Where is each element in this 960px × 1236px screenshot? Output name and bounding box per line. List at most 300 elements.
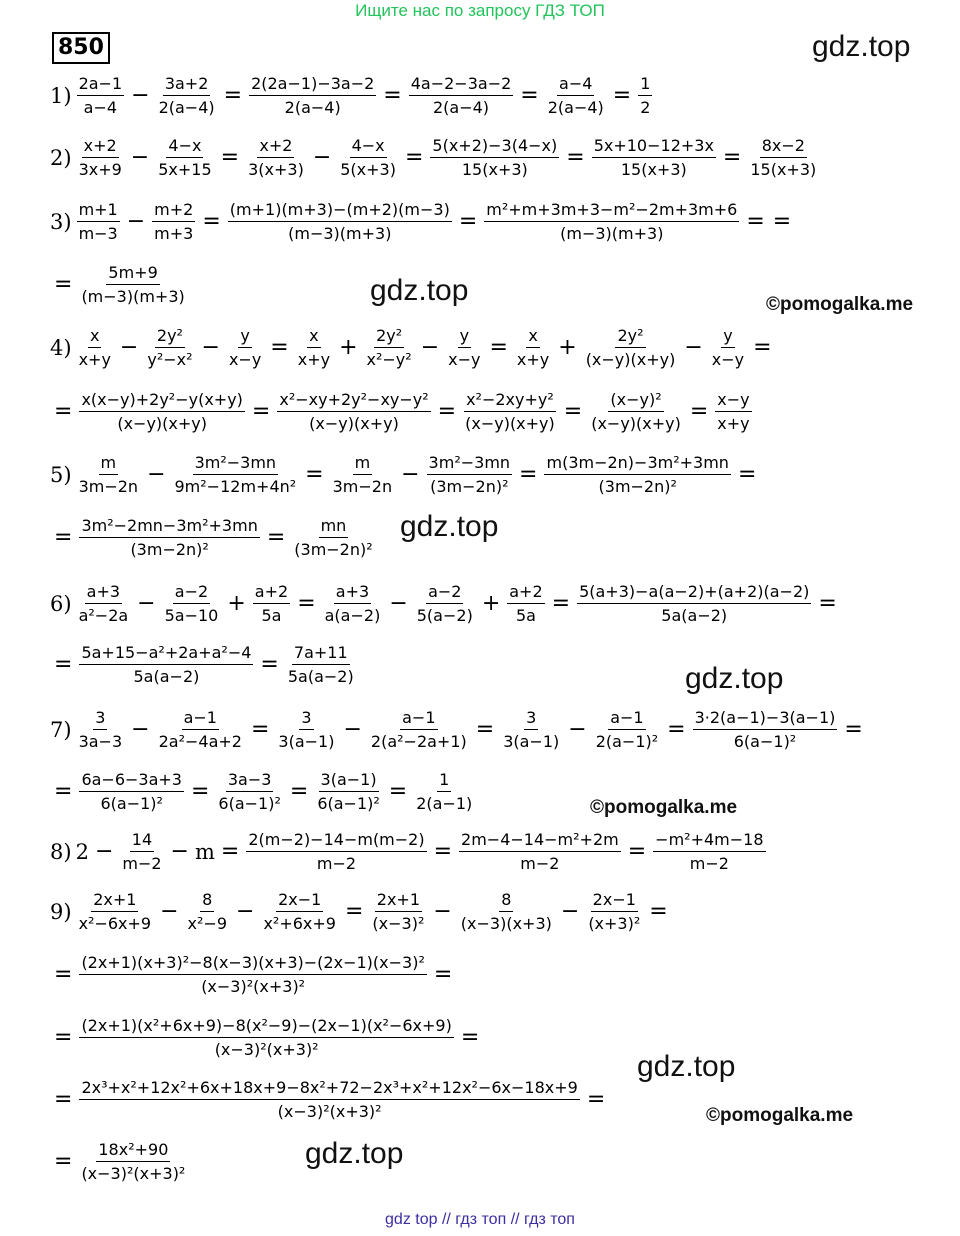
numerator: m [353, 453, 373, 475]
denominator: 15(x+3) [750, 160, 817, 179]
equation-line [50, 953, 456, 996]
operator: − [131, 717, 150, 742]
operator: = [289, 779, 309, 804]
operator: = [388, 779, 408, 804]
operator: − [160, 899, 179, 924]
operator: − [684, 335, 703, 360]
fraction [227, 326, 263, 369]
numerator: 3a+2 [163, 74, 211, 96]
operator: + [558, 335, 577, 360]
denominator: (x−y)(x+y) [117, 414, 207, 433]
footer-links: gdz top // гдз топ // гдз топ [385, 1211, 575, 1228]
operator: = [297, 591, 316, 616]
denominator: x+y [78, 350, 111, 369]
fraction [459, 890, 554, 933]
operator: − [94, 839, 114, 864]
denominator: x−y [228, 350, 262, 369]
fraction [286, 643, 356, 686]
operator: = [383, 83, 402, 108]
denominator: x²+6x+9 [263, 914, 336, 933]
numerator: x+2 [82, 136, 119, 158]
fraction [246, 830, 426, 873]
fraction [157, 708, 244, 751]
operator: = [489, 335, 508, 360]
numerator: 1 [638, 74, 652, 96]
denominator: 5a(a−2) [287, 667, 354, 686]
operator: = [250, 717, 270, 742]
equation-line [50, 326, 776, 369]
numerator: 2y² [615, 326, 645, 348]
fraction [228, 200, 452, 243]
fraction [338, 136, 398, 179]
operator: = [251, 399, 271, 424]
denominator: m−2 [122, 854, 162, 873]
fraction [157, 74, 217, 117]
equation-line [50, 136, 821, 179]
numerator: 4a−2−3a−2 [409, 74, 514, 96]
operator: = [551, 591, 571, 616]
fraction [331, 453, 395, 496]
operator: + [339, 335, 358, 360]
fraction [323, 582, 383, 625]
numerator: 2m−4−14−m²+2m [459, 830, 621, 852]
denominator: (m−3)(m+3) [288, 224, 392, 243]
operator: = [223, 83, 243, 108]
numerator: 2a−1 [77, 74, 125, 96]
denominator: (x+3)² [588, 914, 641, 933]
operator: − [131, 83, 150, 108]
operator: − [568, 717, 587, 742]
fraction [589, 390, 683, 433]
denominator: (x−y)(x+y) [465, 414, 555, 433]
operator: = [627, 839, 647, 864]
denominator: 5a−10 [164, 606, 219, 625]
denominator: (3m−2n)² [598, 477, 677, 496]
denominator: (x−3)² [372, 914, 425, 933]
numerator: (2x+1)(x+3)²−8(x−3)(x+3)−(2x−1)(x−3)² [79, 953, 426, 975]
equation-line [50, 1016, 483, 1059]
fraction [77, 708, 125, 751]
item-label: 7) [50, 717, 72, 742]
numerator: x²−2xy+y² [464, 390, 556, 412]
numerator: y [238, 326, 251, 348]
operator: = [220, 839, 240, 864]
denominator: x²−9 [187, 914, 227, 933]
numerator: x²−xy+2y²−xy−y² [277, 390, 430, 412]
denominator: 5(x+3) [340, 160, 396, 179]
denominator: 5x+15 [158, 160, 212, 179]
numerator: 4−x [166, 136, 203, 158]
numerator: a+2 [507, 582, 544, 604]
denominator: x²−y² [366, 350, 412, 369]
numerator: 5(a+3)−a(a−2)+(a+2)(a−2) [577, 582, 811, 604]
operator: = [737, 462, 757, 487]
denominator: (x−3)²(x+3)² [201, 977, 306, 996]
denominator: 3(a−1) [503, 732, 560, 751]
operator: − [389, 591, 408, 616]
numerator: 8x−2 [760, 136, 807, 158]
numerator: 3m²−2mn−3m²+3mn [79, 516, 259, 538]
fraction [77, 326, 113, 369]
denominator: (3m−2n)² [294, 540, 373, 559]
fraction [79, 1078, 579, 1121]
operator: = [202, 209, 221, 234]
numerator: a−1 [182, 708, 219, 730]
denominator: 2(a−4) [547, 98, 604, 117]
denominator: 5a [515, 606, 536, 625]
denominator: 5a(a−2) [133, 667, 200, 686]
numerator: 2y² [374, 326, 404, 348]
watermark-gdz: gdz.top [370, 274, 469, 307]
operator: = [54, 779, 73, 804]
operator: = [667, 717, 686, 742]
watermark-pomogalka: ©pomogalka.me [590, 797, 738, 818]
fraction [693, 708, 838, 751]
fraction [594, 708, 660, 751]
fraction [163, 582, 221, 625]
fraction [501, 708, 561, 751]
denominator: x+y [297, 350, 331, 369]
fraction [79, 390, 244, 433]
fraction [77, 200, 120, 243]
fraction [79, 516, 259, 559]
fraction [584, 326, 678, 369]
denominator: 6(a−1)² [733, 732, 797, 751]
item-label: 9) [50, 899, 72, 924]
operator: = [566, 145, 585, 170]
fraction [249, 74, 376, 117]
numerator: 1 [437, 770, 451, 792]
fraction [79, 1016, 453, 1059]
equation-line [50, 582, 841, 625]
denominator: m+3 [154, 224, 194, 243]
numerator: 4−x [350, 136, 387, 158]
denominator: 2(a−1) [416, 794, 473, 813]
numerator: 3m²−3mn [427, 453, 513, 475]
operator: + [227, 591, 246, 616]
numerator: −m²+4m−18 [653, 830, 765, 852]
numerator: y [721, 326, 734, 348]
denominator: 5a [261, 606, 282, 625]
operator: − [420, 335, 440, 360]
equation-line [50, 1140, 190, 1183]
operator: − [201, 335, 220, 360]
numerator: 3(a−1) [319, 770, 379, 792]
numerator: (x−y)² [608, 390, 663, 412]
numerator: 7a+11 [292, 643, 350, 665]
operator: = [270, 335, 289, 360]
fraction [261, 890, 338, 933]
denominator: 6(a−1)² [100, 794, 163, 813]
numerator: x(x−y)+2y²−y(x+y) [79, 390, 244, 412]
numerator: mn [319, 516, 349, 538]
item-label: 4) [50, 335, 72, 360]
numerator: a+3 [334, 582, 371, 604]
operator: = [54, 272, 73, 297]
denominator: 3x+9 [78, 160, 122, 179]
fraction [79, 953, 426, 996]
term: 2 [75, 839, 89, 864]
numerator: 3 [93, 708, 107, 730]
fraction [296, 326, 332, 369]
fraction [216, 770, 282, 813]
fraction [145, 326, 194, 369]
numerator: 2(2a−1)−3a−2 [249, 74, 376, 96]
denominator: (x−y)(x+y) [585, 350, 676, 369]
numerator: 3 [299, 708, 313, 730]
numerator: 3 [524, 708, 538, 730]
denominator: (x−3)²(x+3)² [81, 1164, 186, 1183]
denominator: x+y [516, 350, 550, 369]
fraction [79, 263, 186, 306]
fraction [463, 390, 557, 433]
operator: = [54, 399, 73, 424]
operator: − [433, 899, 452, 924]
operator: = [475, 717, 495, 742]
denominator: x−y [448, 350, 481, 369]
numerator: 8 [499, 890, 513, 912]
denominator: (x−3)²(x+3)² [214, 1040, 319, 1059]
fraction [277, 390, 430, 433]
operator: − [312, 145, 332, 170]
fraction [544, 453, 730, 496]
item-label: 2) [50, 145, 72, 170]
operator: − [126, 209, 146, 234]
numerator: (2x+1)(x²+6x+9)−8(x²−9)−(2x−1)(x²−6x+9) [79, 1016, 453, 1038]
denominator: (3m−2n)² [130, 540, 209, 559]
fraction [592, 136, 716, 179]
equation-line [50, 200, 795, 243]
term: m [194, 839, 215, 864]
operator: = [649, 899, 668, 924]
operator: = [220, 145, 240, 170]
operator: = [612, 83, 632, 108]
fraction [710, 326, 746, 369]
watermark-gdz: gdz.top [400, 510, 499, 543]
denominator: 15(x+3) [461, 160, 528, 179]
operator: − [343, 717, 362, 742]
numerator: m²+m+3m+3−m²−2m+3m+6 [484, 200, 739, 222]
watermark-gdz: gdz.top [637, 1050, 736, 1083]
denominator: 3m−2n [332, 477, 393, 496]
numerator: 8 [200, 890, 214, 912]
denominator: 2(a²−2a+1) [370, 732, 467, 751]
exercise-number: 850 [52, 32, 110, 64]
fraction [77, 74, 125, 117]
denominator: 3m−2n [78, 477, 139, 496]
numerator: 18x²+90 [96, 1140, 170, 1162]
numerator: 3·2(a−1)−3(a−1) [693, 708, 838, 730]
denominator: a−4 [83, 98, 118, 117]
operator: = [520, 83, 539, 108]
fraction [246, 136, 306, 179]
operator: = [54, 525, 73, 550]
operator: = [437, 399, 457, 424]
numerator: 6a−6−3a+3 [79, 770, 184, 792]
numerator: 3a−3 [226, 770, 274, 792]
denominator: a²−2a [78, 606, 129, 625]
fraction [315, 770, 381, 813]
numerator: x+2 [257, 136, 294, 158]
denominator: 2(a−4) [284, 98, 341, 117]
numerator: a−4 [557, 74, 594, 96]
operator: = [266, 525, 286, 550]
fraction [120, 830, 163, 873]
operator: − [130, 145, 150, 170]
denominator: 2(a−4) [432, 98, 490, 117]
numerator: 2x−1 [276, 890, 323, 912]
fraction [156, 136, 213, 179]
operator: = [563, 399, 583, 424]
denominator: 3(a−1) [278, 732, 335, 751]
operator: = [260, 652, 279, 677]
numerator: x [526, 326, 539, 348]
watermark-pomogalka: ©pomogalka.me [706, 1105, 854, 1126]
operator: = [746, 209, 765, 234]
fraction [415, 582, 475, 625]
denominator: 2 [640, 98, 651, 117]
denominator: 5(a−2) [416, 606, 473, 625]
denominator: m−3 [78, 224, 118, 243]
fraction [77, 582, 131, 625]
equation-line [50, 390, 755, 433]
fraction [638, 74, 652, 117]
numerator: m [99, 453, 119, 475]
fraction [577, 582, 811, 625]
numerator: x−y [715, 390, 751, 412]
numerator: 2x+1 [91, 890, 138, 912]
operator: − [236, 899, 255, 924]
operator: = [689, 399, 709, 424]
item-label: 5) [50, 462, 72, 487]
numerator: a−1 [608, 708, 645, 730]
denominator: y²−x² [147, 350, 193, 369]
item-label: 8) [50, 839, 72, 864]
denominator: m−2 [520, 854, 560, 873]
search-banner: Ищите нас по запросу ГДЗ ТОП [355, 1, 605, 20]
numerator: m+2 [152, 200, 195, 222]
operator: = [458, 209, 478, 234]
operator: − [560, 899, 580, 924]
fraction [365, 326, 414, 369]
denominator: x+y [717, 414, 750, 433]
item-label: 6) [50, 591, 72, 616]
denominator: (3m−2n)² [430, 477, 509, 496]
fraction [459, 830, 621, 873]
fraction [715, 390, 751, 433]
numerator: 2x−1 [591, 890, 638, 912]
fraction [152, 200, 195, 243]
operator: = [305, 462, 324, 487]
numerator: a−2 [426, 582, 463, 604]
numerator: 5x+10−12+3x [592, 136, 716, 158]
operator: − [147, 462, 166, 487]
fraction [79, 643, 253, 686]
watermark-gdz: gdz.top [305, 1137, 404, 1170]
fraction [446, 326, 482, 369]
numerator: 3m²−3mn [193, 453, 279, 475]
numerator: 5m+9 [106, 263, 159, 285]
equation-line [50, 708, 867, 751]
numerator: a+2 [253, 582, 290, 604]
fraction [484, 200, 739, 243]
operator: = [433, 962, 453, 987]
numerator: 2x³+x²+12x²+6x+18x+9−8x²+72−2x³+x²+12x²−6x−18x+9 [79, 1078, 579, 1100]
denominator: 2(a−1)² [595, 732, 659, 751]
operator: = [460, 1025, 480, 1050]
numerator: 2x+1 [375, 890, 422, 912]
denominator: x−y [711, 350, 745, 369]
operator: = [772, 209, 792, 234]
denominator: (x−3)(x+3) [460, 914, 552, 933]
fraction [427, 453, 513, 496]
equation-line [50, 643, 359, 686]
numerator: a−1 [400, 708, 437, 730]
numerator: 5a+15−a²+2a+a²−4 [79, 643, 253, 665]
operator: = [722, 145, 742, 170]
denominator: m−2 [689, 854, 729, 873]
equation-line [50, 74, 655, 117]
denominator: 2(a−4) [158, 98, 215, 117]
fraction [77, 453, 141, 496]
watermark-gdz: gdz.top [812, 30, 911, 63]
fraction [414, 770, 474, 813]
fraction [77, 136, 124, 179]
denominator: 9m²−12m+4n² [174, 477, 297, 496]
operator: = [753, 335, 772, 360]
fraction [77, 890, 154, 933]
denominator: 3(x+3) [248, 160, 304, 179]
watermark-gdz: gdz.top [685, 662, 784, 695]
operator: = [54, 1087, 73, 1112]
fraction [79, 1140, 187, 1183]
fraction [186, 890, 229, 933]
denominator: 5a(a−2) [661, 606, 728, 625]
numerator: a−2 [173, 582, 210, 604]
numerator: x [307, 326, 320, 348]
operator: = [404, 145, 424, 170]
numerator: 2(m−2)−14−m(m−2) [246, 830, 426, 852]
denominator: (m−3)(m+3) [81, 287, 185, 306]
fraction [748, 136, 818, 179]
operator: = [54, 1149, 73, 1174]
numerator: x [88, 326, 101, 348]
operator: − [119, 335, 139, 360]
fraction [515, 326, 551, 369]
operator: = [818, 591, 837, 616]
fraction [546, 74, 606, 117]
denominator: (x−y)(x+y) [591, 414, 681, 433]
fraction [586, 890, 642, 933]
fraction [276, 708, 336, 751]
operator: = [54, 962, 73, 987]
watermark-pomogalka: ©pomogalka.me [766, 294, 914, 315]
operator: − [170, 839, 189, 864]
equation-line [50, 453, 760, 496]
equation-line [50, 1078, 609, 1121]
item-label: 3) [50, 209, 72, 234]
fraction [79, 770, 184, 813]
item-label: 1) [50, 83, 72, 108]
denominator: 15(x+3) [620, 160, 687, 179]
numerator: m(3m−2n)−3m²+3mn [544, 453, 730, 475]
fraction [173, 453, 299, 496]
denominator: a(a−2) [324, 606, 381, 625]
denominator: (x−3)²(x+3)² [277, 1102, 382, 1121]
operator: = [54, 1025, 73, 1050]
equation-line [50, 830, 769, 873]
fraction [369, 708, 469, 751]
